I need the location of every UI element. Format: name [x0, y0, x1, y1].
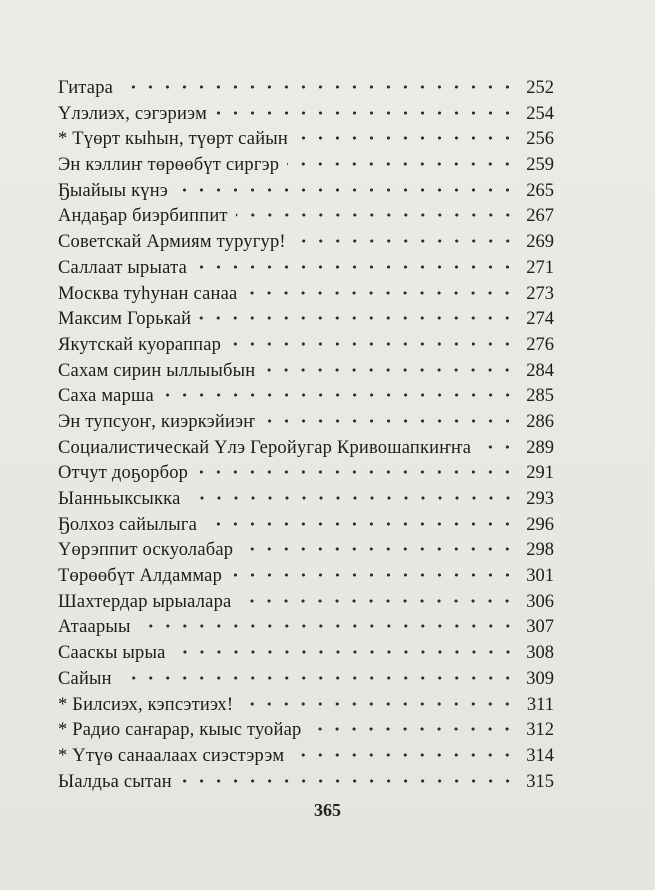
dot-leader: [189, 496, 517, 500]
toc-entry-title: Ыалдьа сытан: [58, 771, 172, 792]
toc-entry-title: Москва туһунан санаа: [58, 283, 238, 304]
toc-entry-page: 293: [526, 489, 554, 509]
toc-entry-page: 269: [526, 232, 554, 253]
toc-entry: [58, 693, 554, 719]
toc-entry-page: 271: [526, 257, 554, 278]
dot-leader: [196, 470, 516, 474]
toc-entry: [58, 667, 554, 693]
toc-entry-page: 259: [526, 155, 554, 176]
toc-entry: [58, 436, 554, 462]
toc-entry-page: 254: [526, 103, 554, 124]
dot-leader: [215, 111, 516, 115]
toc-entry: [58, 461, 554, 487]
toc-entry-page: 274: [526, 309, 554, 330]
toc-entry-title: Ыанньыксыкка: [58, 489, 181, 509]
toc-entry-page: 308: [526, 643, 554, 664]
toc-entry: [58, 770, 554, 796]
toc-entry: [58, 513, 554, 539]
toc-entry-page: 298: [526, 540, 554, 561]
dot-leader: [241, 547, 516, 551]
toc-entry-title: Ҕолхоз сайылыга: [58, 514, 198, 535]
toc-entry-page: 309: [526, 668, 554, 689]
toc-entry: [58, 230, 554, 256]
toc-entry-page: 252: [526, 78, 554, 98]
toc-entry-page: 306: [526, 591, 554, 612]
toc-entry-title: Шахтердар ырыалара: [58, 591, 232, 612]
toc-entry: [58, 564, 554, 590]
toc-entry-page: 267: [526, 206, 554, 227]
dot-leader: [239, 599, 516, 603]
toc-entry-title: * Түөрт кыһын, түөрт сайын: [58, 129, 289, 150]
toc-entry-title: Төрөөбүт Алдаммар: [58, 566, 223, 587]
toc-entry-title: Якутскай куораппар: [58, 334, 222, 355]
toc-entry-page: 291: [526, 463, 554, 484]
toc-entry: [58, 718, 554, 744]
toc-entry: [58, 590, 554, 616]
toc-entry-page: 256: [526, 129, 554, 150]
toc-entry-title: Андаҕар биэрбиппит: [58, 206, 228, 227]
table-of-contents: [58, 76, 554, 795]
toc-entry-title: Эн кэллиҥ төрөөбүт сиргэр: [58, 155, 280, 176]
dot-leader: [230, 573, 516, 577]
toc-entry: [58, 307, 554, 333]
toc-entry-title: Саха марша: [58, 386, 154, 407]
dot-leader: [245, 291, 516, 295]
dot-leader: [174, 650, 516, 654]
toc-entry-title: Сайын: [58, 668, 112, 689]
toc-entry-page: 315: [526, 771, 554, 792]
toc-entry-title: Сахам сирин ыллыыбын: [58, 360, 256, 381]
dot-leader: [120, 676, 516, 680]
dot-leader: [263, 419, 516, 423]
toc-entry-title: * Билсиэх, кэпсэтиэх!: [58, 694, 234, 715]
dot-leader: [180, 779, 516, 783]
toc-entry-page: 284: [526, 360, 554, 381]
toc-entry: [58, 410, 554, 436]
toc-entry-page: 289: [526, 437, 554, 458]
page-number: 365: [314, 800, 341, 820]
dot-leader: [162, 393, 516, 397]
dot-leader: [263, 368, 516, 372]
toc-entry: [58, 102, 554, 128]
dot-leader: [205, 522, 516, 526]
toc-entry-page: 314: [526, 745, 554, 766]
toc-entry-page: 311: [526, 694, 554, 715]
toc-entry: [58, 333, 554, 359]
dot-leader: [236, 213, 516, 217]
toc-entry: [58, 76, 554, 102]
dot-leader: [121, 85, 516, 89]
toc-entry: [58, 127, 554, 153]
dot-leader: [287, 162, 516, 166]
toc-entry-title: Атаарыы: [58, 617, 131, 638]
toc-entry-title: Советскай Армиям туругур!: [58, 232, 286, 253]
dot-leader: [139, 624, 516, 628]
toc-entry-title: Үлэлиэх, сэгэриэм: [58, 103, 207, 124]
dot-leader: [292, 753, 516, 757]
toc-entry-title: Сааскы ырыа: [58, 643, 166, 664]
toc-entry: [58, 179, 554, 205]
dot-leader: [241, 702, 516, 706]
dot-leader: [195, 265, 516, 269]
toc-entry: [58, 204, 554, 230]
toc-entry: [58, 282, 554, 308]
toc-entry-page: 273: [526, 283, 554, 304]
toc-entry: [58, 487, 554, 513]
toc-entry: [58, 256, 554, 282]
toc-entry-title: Социалистическай Үлэ Геройугар Кривошапкиҥҥа: [58, 437, 472, 458]
toc-entry: [58, 384, 554, 410]
dot-leader: [229, 342, 516, 346]
dot-leader: [296, 136, 516, 140]
toc-entry-title: Эн тупсуоҥ, киэркэйиэҥ: [58, 411, 255, 432]
toc-entry: [58, 744, 554, 770]
toc-entry: [58, 359, 554, 385]
toc-entry-title: Саллаат ырыата: [58, 257, 187, 278]
dot-leader: [294, 239, 516, 243]
toc-entry-page: 296: [526, 514, 554, 535]
toc-entry-page: 276: [526, 334, 554, 355]
dot-leader: [176, 188, 516, 192]
toc-entry-title: Отчут доҕорбор: [58, 463, 189, 484]
dot-leader: [479, 445, 516, 449]
toc-entry-title: * Үтүө санаалаах сиэстэрэм: [58, 745, 285, 766]
toc-entry: [58, 153, 554, 179]
toc-entry-page: 265: [526, 180, 554, 201]
toc-entry-title: Ҕыайыы күнэ: [58, 180, 168, 201]
toc-entry: [58, 641, 554, 667]
dot-leader: [309, 727, 516, 731]
toc-entry-title: Максим Горькай: [58, 309, 192, 330]
toc-entry-page: 307: [526, 617, 554, 638]
toc-entry-page: 312: [526, 720, 554, 741]
toc-entry-page: 301: [526, 566, 554, 587]
toc-entry: [58, 615, 554, 641]
toc-entry-title: Үөрэппит оскуолабар: [58, 540, 234, 561]
toc-entry-title: Гитара: [58, 78, 114, 98]
dot-leader: [199, 316, 516, 320]
toc-entry-page: 285: [526, 386, 554, 407]
toc-entry-title: * Радио саҥарар, кыыс туойар: [58, 720, 302, 741]
toc-entry-page: 286: [526, 411, 554, 432]
toc-entry: [58, 538, 554, 564]
